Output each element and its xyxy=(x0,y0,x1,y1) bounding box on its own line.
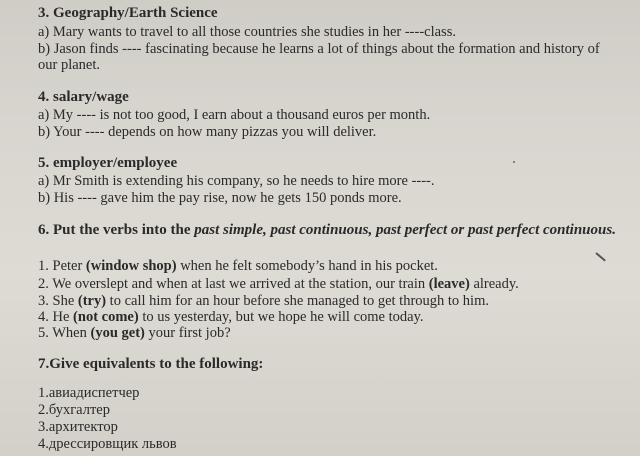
q7-item-1: 1.авиадиспетчер xyxy=(38,385,140,401)
q6-item-3-post: to call him for an hour before she managed to get through to him. xyxy=(106,293,489,309)
q6-item-2-verb: (leave) xyxy=(428,276,470,292)
q6-item-1 xyxy=(38,258,438,274)
q6-item-5-post: your first job? xyxy=(144,325,231,341)
q5-sentence-b: b) His ---- gave him the pay rise, now he gets 150 ponds more. xyxy=(38,190,402,206)
q3-title: 3. Geography/Earth Science xyxy=(38,5,218,21)
q6-item-4-post: to us yesterday, but we hope he will come today. xyxy=(138,309,424,325)
q3-sentence-b-line1: b) Jason finds ---- fascinating because he learns a lot of things about the formation and history of xyxy=(38,41,600,57)
q7-item-4: 4.дрессировщик львов xyxy=(38,436,177,452)
q6-item-4-pre: 4. He xyxy=(38,309,74,325)
q6-item-1-post: when he felt somebody’s hand in his pocket. xyxy=(176,258,438,274)
q5-sentence-a: a) Mr Smith is extending his company, so he needs to hire more ----. xyxy=(38,173,435,189)
q6-item-4 xyxy=(38,309,424,325)
q6-title xyxy=(38,222,616,238)
ink-dot xyxy=(513,161,515,163)
q6-item-3-verb: (try) xyxy=(77,293,107,309)
q3-sentence-a: a) Mary wants to travel to all those countries she studies in her ----class. xyxy=(38,24,456,40)
q6-title-prefix: 6. Put the verbs into the xyxy=(38,222,195,238)
q7-item-2: 2.бухгалтер xyxy=(38,402,110,418)
q5-title: 5. employer/employee xyxy=(38,155,178,171)
q4-title: 4. salary/wage xyxy=(38,89,129,105)
q6-item-5-pre: 5. When xyxy=(38,325,91,341)
q6-item-3 xyxy=(38,293,489,309)
q6-title-tenses: past simple, past continuous, past perfect or past perfect continuous. xyxy=(194,222,616,238)
q6-item-2-pre: 2. We overslept and when at last we arrived at the station, our train xyxy=(38,276,429,292)
q6-item-5 xyxy=(38,325,231,341)
pencil-mark xyxy=(595,252,605,261)
q7-title: 7.Give equivalents to the following: xyxy=(38,356,264,372)
q6-item-1-verb: (window shop) xyxy=(85,258,177,274)
q6-item-2-post: already. xyxy=(469,276,519,292)
q6-item-5-verb: (you get) xyxy=(90,325,145,341)
q6-item-2 xyxy=(38,276,519,292)
q4-sentence-b: b) Your ---- depends on how many pizzas you will deliver. xyxy=(38,124,377,140)
q6-item-3-pre: 3. She xyxy=(38,293,78,309)
q3-sentence-b-line2: our planet. xyxy=(38,57,101,73)
q7-item-3: 3.архитектор xyxy=(38,419,118,435)
q6-item-4-verb: (not come) xyxy=(73,309,139,325)
q6-item-1-pre: 1. Peter xyxy=(38,258,86,274)
q4-sentence-a: a) My ---- is not too good, I earn about a thousand euros per month. xyxy=(38,107,431,123)
